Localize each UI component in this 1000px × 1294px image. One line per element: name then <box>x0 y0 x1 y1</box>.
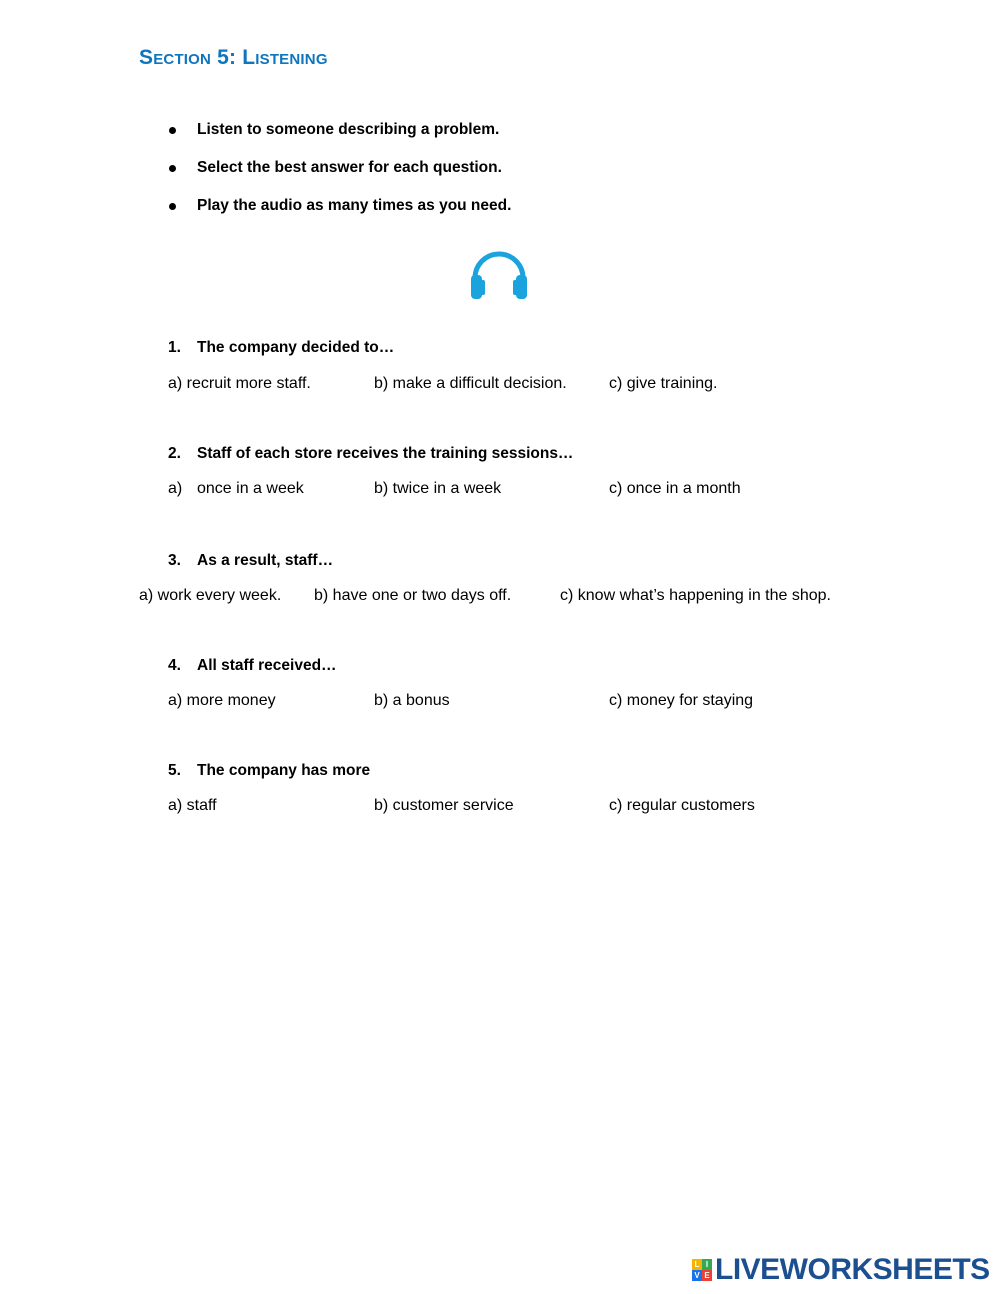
section-title: Section 5: Listening <box>139 46 328 69</box>
logo-mark-letter: L <box>692 1259 702 1270</box>
answer-option-b[interactable]: b) twice in a week <box>374 480 502 497</box>
question-text: The company has more <box>197 762 371 779</box>
answer-option-c[interactable]: c) give training. <box>609 375 718 392</box>
question-text: As a result, staff… <box>197 552 334 569</box>
logo-text: LIVEWORKSHEETS <box>715 1253 990 1286</box>
question-number: 2. <box>168 445 181 462</box>
logo-mark-letter: E <box>702 1270 712 1281</box>
question-number: 1. <box>168 339 181 356</box>
answer-option-a[interactable]: once in a week <box>197 480 304 497</box>
answer-option-a[interactable]: a) work every week. <box>139 587 282 604</box>
answer-option-a[interactable]: a) more money <box>168 692 276 709</box>
answer-option-b[interactable]: b) make a difficult decision. <box>374 375 567 392</box>
question-number: 5. <box>168 762 181 779</box>
answer-option-a[interactable]: a) recruit more staff. <box>168 375 311 392</box>
logo-mark-letter: I <box>702 1259 712 1270</box>
instruction-item: Select the best answer for each question. <box>197 159 502 176</box>
question-number: 3. <box>168 552 181 569</box>
bullet-icon <box>169 203 176 210</box>
answer-option-c[interactable]: c) money for staying <box>609 692 754 709</box>
question-text: Staff of each store receives the training sessions… <box>197 445 574 462</box>
instruction-item: Play the audio as many times as you need. <box>197 197 512 214</box>
answer-option-a-marker[interactable]: a) <box>168 480 183 497</box>
logo-mark-icon <box>692 1259 712 1281</box>
answer-option-a[interactable]: a) staff <box>168 797 217 814</box>
answer-option-c[interactable]: c) know what’s happening in the shop. <box>560 587 831 604</box>
answer-option-b[interactable]: b) customer service <box>374 797 514 814</box>
answer-option-c[interactable]: c) once in a month <box>609 480 741 497</box>
logo-mark-letter: V <box>692 1270 702 1281</box>
answer-option-b[interactable]: b) have one or two days off. <box>314 587 512 604</box>
answer-option-c[interactable]: c) regular customers <box>609 797 755 814</box>
liveworksheets-logo[interactable] <box>692 1252 990 1288</box>
question-number: 4. <box>168 657 181 674</box>
answer-option-b[interactable]: b) a bonus <box>374 692 450 709</box>
bullet-icon <box>169 165 176 172</box>
instruction-item: Listen to someone describing a problem. <box>197 121 500 138</box>
bullet-icon <box>169 127 176 134</box>
question-text: All staff received… <box>197 657 337 674</box>
question-text: The company decided to… <box>197 339 395 356</box>
headphones-icon[interactable] <box>468 244 530 304</box>
